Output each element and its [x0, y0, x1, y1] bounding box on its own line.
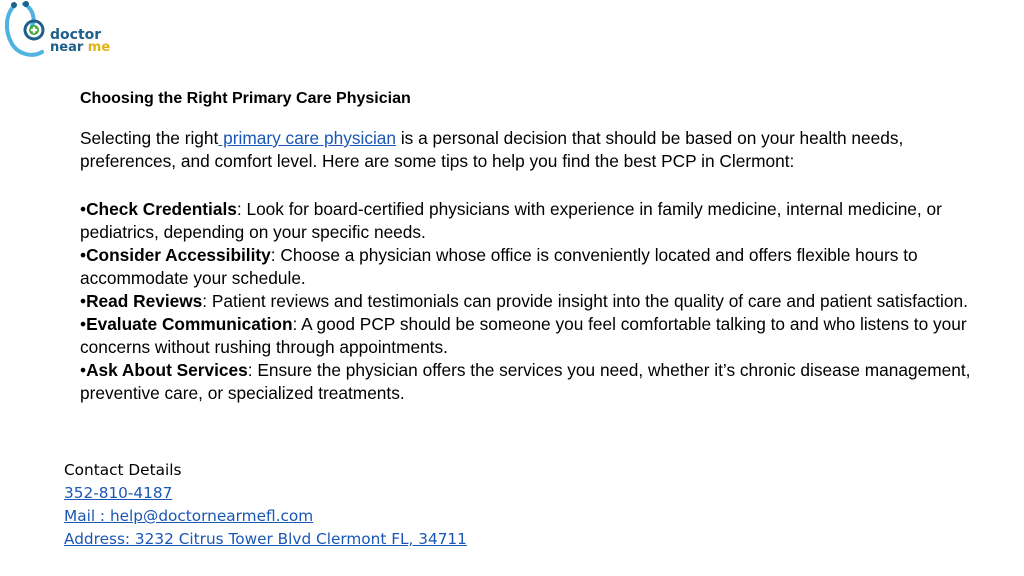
tip-title: Ask About Services [86, 360, 248, 380]
logo-word-near: near [50, 40, 84, 55]
list-item [80, 290, 980, 313]
contact-details [64, 459, 467, 551]
phone-link[interactable]: 352-810-4187 [64, 484, 173, 502]
logo-word-near-me [50, 41, 110, 54]
logo-word-doctor: doctor [50, 27, 102, 43]
tip-title: Read Reviews [86, 291, 203, 311]
tip-title: Evaluate Communication [86, 314, 293, 334]
tip-text: : Choose a physician whose office is conveniently located and offers flexible hours to accommodate your schedule. [80, 245, 918, 288]
brand-logo[interactable] [2, 0, 122, 62]
list-item [80, 244, 980, 290]
list-item [80, 313, 980, 359]
page-title: Choosing the Right Primary Care Physician [80, 90, 411, 107]
contact-title: Contact Details [64, 461, 182, 479]
list-item [80, 198, 980, 244]
tip-text: : Look for board-certified physicians with experience in family medicine, internal medicine, or pediatrics, depending on your specific needs. [80, 199, 942, 242]
logo-word-me: me [87, 40, 111, 55]
intro-after: is a personal decision that should be based on your health needs, preferences, and comfort level. Here are some tips to help you find the best PCP in Clermont: [80, 128, 904, 171]
bullet: • [80, 291, 87, 311]
primary-care-physician-link[interactable]: primary care physician [218, 128, 397, 148]
tip-title: Check Credentials [86, 199, 237, 219]
bullet: • [80, 360, 87, 380]
tip-title: Consider Accessibility [86, 245, 271, 265]
tip-text: : A good PCP should be someone you feel comfortable talking to and who listens to your concerns without rushing through appointments. [80, 314, 967, 357]
tip-text: : Ensure the physician offers the services you need, whether it’s chronic disease management, preventive care, or specialized treatments. [80, 360, 971, 403]
bullet: • [80, 314, 87, 334]
address-link[interactable]: Address: 3232 Citrus Tower Blvd Clermont FL, 34711 [64, 530, 467, 548]
mail-link[interactable]: Mail : help@doctornearmefl.com [64, 507, 314, 525]
tip-text: : Patient reviews and testimonials can provide insight into the quality of care and patient satisfaction. [202, 291, 968, 311]
list-item [80, 359, 980, 405]
intro-before: Selecting the right [80, 128, 219, 148]
tips-list [80, 198, 980, 405]
bullet: • [80, 245, 87, 265]
bullet: • [80, 199, 87, 219]
intro-paragraph [80, 127, 980, 173]
